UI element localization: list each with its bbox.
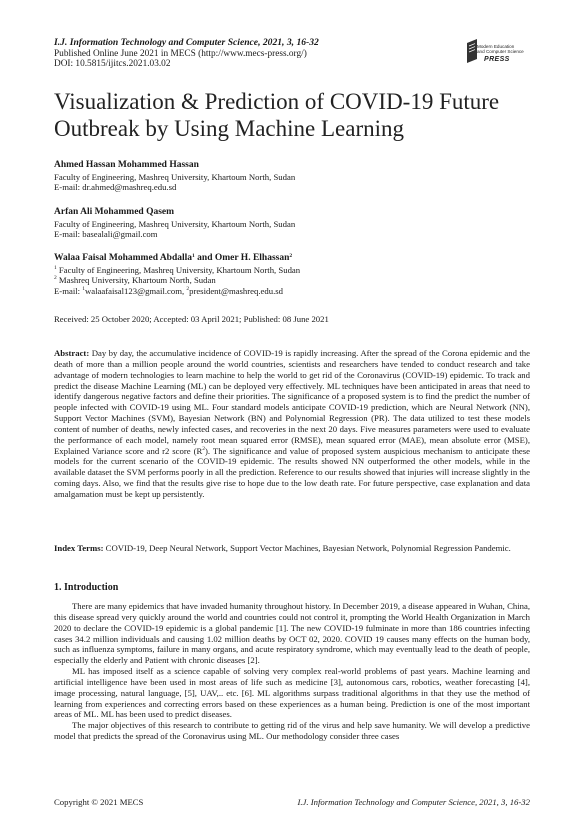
abstract-text-cont: ). The significance and value of proposed system auspicious mechanism to anticipate these models for the current scenario of the COVID-19 epidemic. The results showed NN outperformed the other models, while in the available dataset the SVM performs poorly in all the prediction. Reference to our results showed that injuries will increase slightly in the coming days. Also, we find that the results give rise to hope due to the low death rate. For future perspective, case explanation and data amalgamation must be kept up persistently. [54,445,530,499]
abstract-text: Day by day, the accumulative incidence of COVID-19 is rapidly increasing. After the spread of the Corona epidemic and the death of more than a million people around the world countries, scientists and researchers have tended to conduct research and take advantage of modern technologies to learn machine to help the world to get rid of the Coronavirus (COVID-19) epidemic. To track and predict the disease Machine Learning (ML) can be deployed very effectively. ML techniques have been anticipated in areas that need to identify dangerous negative factors and define their priorities. The significance of a proposed system is to find the predict the number of people infected with COVID-19 using ML. Four standard models anticipate COVID-19 prediction, which are Neural Network (NN), Support Vector Machines (SVM), Bayesian Network (BN) and Polynomial Regression (PR). The data utilized to test these models content of number of deaths, newly infected cases, and recoveries in the next 20 days. Five measures parameters were used to evaluate the performance of each model, namely root mean squared error (RMSE), mean squared error (MAE), mean absolute error (MSE), Explained Variance score and r2 score (R [54,348,530,456]
journal-citation: I.J. Information Technology and Computer Science, 2021, 3, 16-32 [54,37,319,48]
author-affiliation: Faculty of Engineering, Mashreq University, Khartoum North, Sudan [54,171,296,182]
superscript: 2 [289,253,293,259]
received-dates: Received: 25 October 2020; Accepted: 03 April 2021; Published: 08 June 2021 [54,314,329,324]
email-prefix: E-mail: [54,285,83,296]
index-terms [54,543,530,554]
superscript: 1 [192,253,195,259]
author-block-1 [54,160,534,193]
logo-line-2: and Computer Science [477,49,524,55]
abstract-label: Abstract: [54,348,90,358]
author-block-3 [54,253,534,296]
superscript: 2 [54,275,57,281]
author-email: E-mail: dr.ahmed@mashreq.edu.sd [54,182,177,192]
author-affiliation: Faculty of Engineering, Mashreq University, Khartoum North, Sudan [54,218,296,229]
footer-journal: I.J. Information Technology and Computer Science, 2021, 3, 16-32 [297,797,530,807]
author-emails [54,286,534,297]
abstract [54,348,530,500]
affiliation-1 [54,265,534,276]
index-terms-label: Index Terms: [54,543,104,553]
copyright: Copyright © 2021 MECS [54,797,144,807]
affiliation-2 [54,275,534,286]
introduction-body [54,601,530,742]
paragraph: The major objectives of this research to contribute to getting rid of the virus and help save humanity. We will develop a predictive model that predicts the spread of the Coronavirus using ML. Our methodology consider three cases [54,720,530,742]
paper-title: Visualization & Prediction of COVID-19 Future Outbreak by Using Machine Learning [54,89,500,141]
logo-press: PRESS [484,56,510,63]
affiliation-text: Mashreq University, Khartoum North, Sudan [56,275,216,285]
index-terms-text: COVID-19, Deep Neural Network, Support Vector Machines, Bayesian Network, Polynomial Regression Pandemic. [103,543,511,553]
author-name: Arfan Ali Mohammed Qasem [54,207,175,217]
paragraph: There are many epidemics that have invaded humanity throughout history. In December 2019, a disease appeared in Wuhan, China, this disease spread very quickly around the world and countries could not control it, prompting the World Health Organization in March 2020 to declare the COVID-19 epidemic is a global pandemic [1]. The new COVID-19 fulminate in more than 186 countries infecting cases 34.2 million individuals and causing 1.02 million deaths by OCT 02, 2020. COVID 19 causes many effects on the human body, such as influenza symptoms, failure in many organs, and acute respiratory syndrome, which may eventually lead to the death of people, especially the elderly and Patient with chronic diseases [2]. [54,601,530,666]
author-name: Ahmed Hassan Mohammed Hassan [54,160,199,170]
affiliation-text: Faculty of Engineering, Mashreq University, Khartoum North, Sudan [56,264,301,275]
paragraph: ML has imposed itself as a science capable of solving very complex real-world problems of past years. Machine learning and artificial intelligence have been used in most areas of life such as medicine [3], autonomous cars, robotics, weather forecasting [4], image processing, natural language, [5], UAV,.. etc. [6]. ML algorithms surpass traditional algorithms in that they use the method of learning from experiences and correcting errors based on these experiences as a human being. Prediction is one of the most important areas of ML. ML has been used to predict diseases. [54,666,530,720]
logo-line-1: Modern Education [477,44,515,49]
author-email: E-mail: basealali@gmail.com [54,229,158,239]
published-online: Published Online June 2021 in MECS (http://www.mecs-press.org/) [54,48,307,59]
author-names [54,253,534,264]
logo-text [477,44,524,54]
doi: DOI: 10.5815/ijitcs.2021.03.02 [54,59,171,69]
author-name: Omer H. Elhassan [214,253,290,263]
superscript: 2 [202,445,206,452]
superscript: 1 [82,285,85,292]
mecs-press-logo [466,34,536,70]
superscript: 1 [54,264,57,271]
email-2: president@mashreq.edu.sd [189,285,283,296]
author-block-2 [54,207,534,240]
conjunction: and [194,253,215,263]
superscript: 2 [186,285,190,292]
section-heading: 1. Introduction [54,582,119,593]
author-name: Walaa Faisal Mohammed Abdalla [54,253,193,263]
journal-header [54,38,454,70]
email-1: walaafaisal123@gmail.com, [84,285,187,296]
